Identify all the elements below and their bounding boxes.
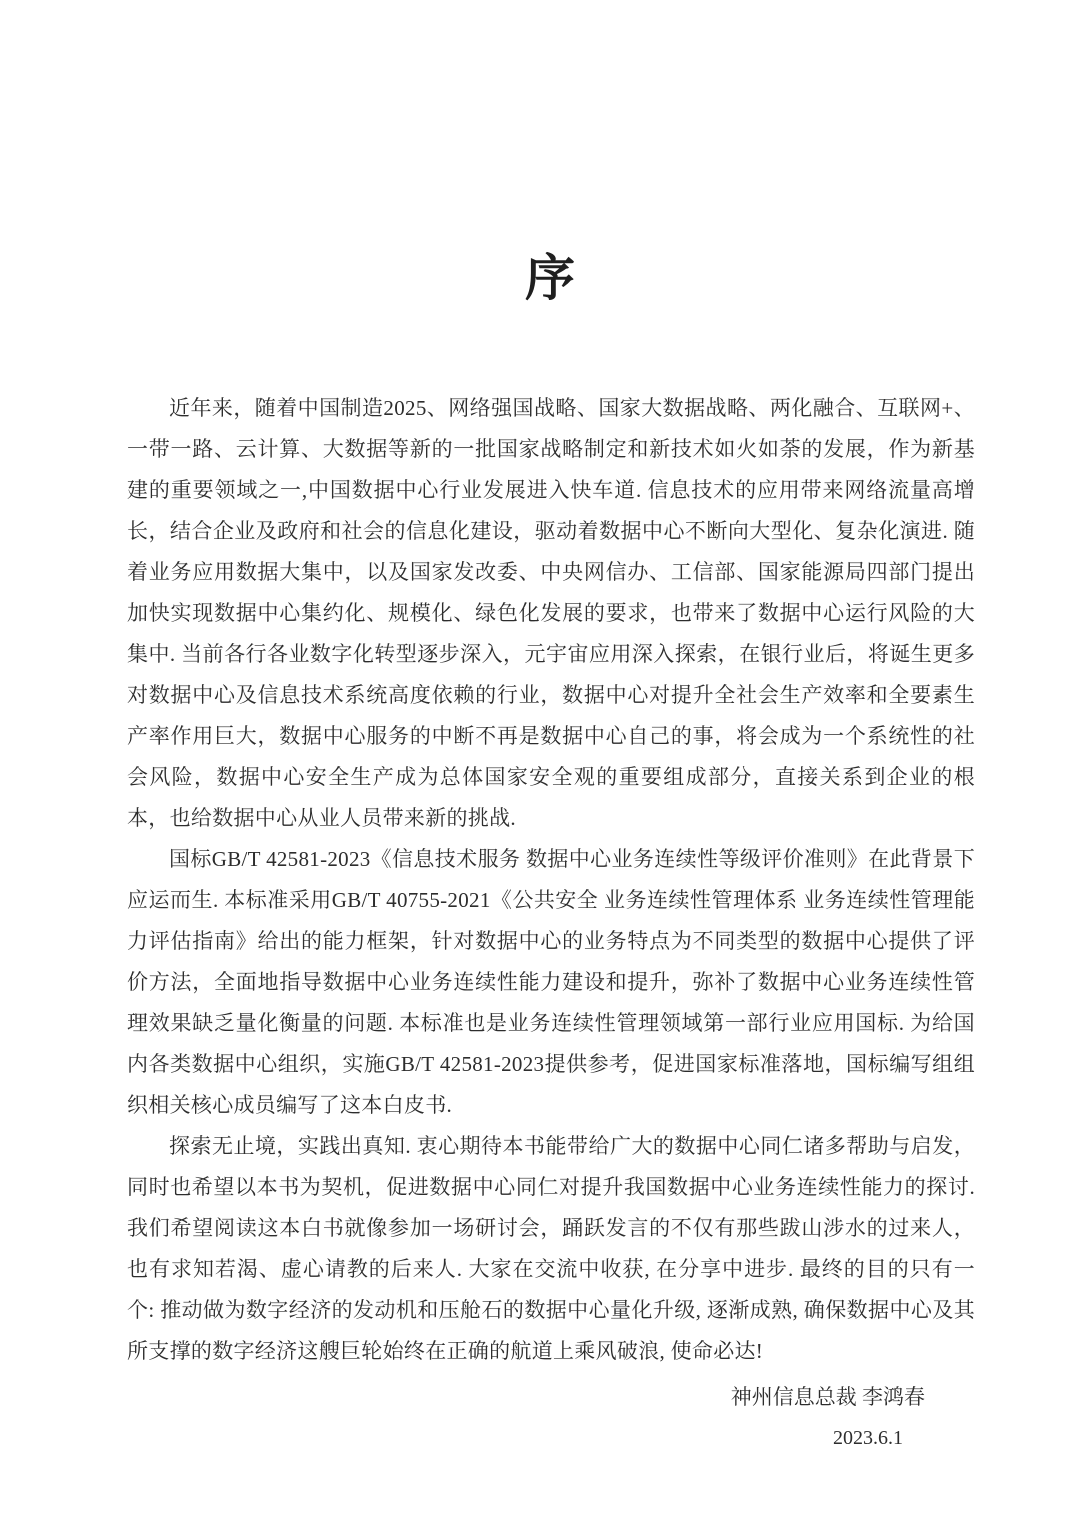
date-line: 2023.6.1 bbox=[833, 1427, 903, 1449]
preface-body bbox=[127, 388, 975, 1372]
paragraph: 国标GB/T 42581-2023《信息技术服务 数据中心业务连续性等级评价准则》在此背景下应运而生. 本标准采用GB/T 40755-2021《公共安全 业务连续性管理体系 业务连续性管理能力评估指南》给出的能力框架，针对数据中心的业务特点为不同类型的数据中心提供了评价方法，全面地指导数据中心业务连续性能力建设和提升，弥补了数据中心业务连续性管理效果缺乏量化衡量的问题. 本标准也是业务连续性管理领域第一部行业应用国标. 为给国内各类数据中心组织，实施GB/T 42581-2023提供参考，促进国家标准落地，国标编写组组织相关核心成员编写了这本白皮书. bbox=[127, 847, 975, 1117]
paragraph: 近年来，随着中国制造2025、网络强国战略、国家大数据战略、两化融合、互联网+、一带一路、云计算、大数据等新的一批国家战略制定和新技术如火如荼的发展，作为新基建的重要领域之一,中国数据中心行业发展进入快车道. 信息技术的应用带来网络流量高增长，结合企业及政府和社会的信息化建设，驱动着数据中心不断向大型化、复杂化演进. 随着业务应用数据大集中，以及国家发改委、中央网信办、工信部、国家能源局四部门提出加快实现数据中心集约化、规模化、绿色化发展的要求，也带来了数据中心运行风险的大集中. 当前各行各业数字化转型逐步深入，元宇宙应用深入探索，在银行业后，将诞生更多对数据中心及信息技术系统高度依赖的行业，数据中心对提升全社会生产效率和全要素生产率作用巨大，数据中心服务的中断不再是数据中心自己的事，将会成为一个系统性的社会风险，数据中心安全生产成为总体国家安全观的重要组成部分，直接关系到企业的根本，也给数据中心从业人员带来新的挑战. bbox=[127, 396, 975, 830]
paragraph: 探索无止境，实践出真知. 衷心期待本书能带给广大的数据中心同仁诸多帮助与启发，同时也希望以本书为契机，促进数据中心同仁对提升我国数据中心业务连续性能力的探讨. 我们希望阅读这本白书就像参加一场研讨会，踊跃发言的不仅有那些跋山涉水的过来人，也有求知若渴、虚心请教的后来人. 大家在交流中收获, 在分享中进步. 最终的目的只有一个: 推动做为数字经济的发动机和压舱石的数据中心量化升级, 逐渐成熟, 确保数据中心及其所支撑的数字经济这艘巨轮始终在正确的航道上乘风破浪, 使命必达! bbox=[127, 1134, 975, 1363]
page-title: 序 bbox=[525, 250, 577, 306]
signature-line: 神州信息总裁 李鸿春 bbox=[730, 1385, 925, 1409]
